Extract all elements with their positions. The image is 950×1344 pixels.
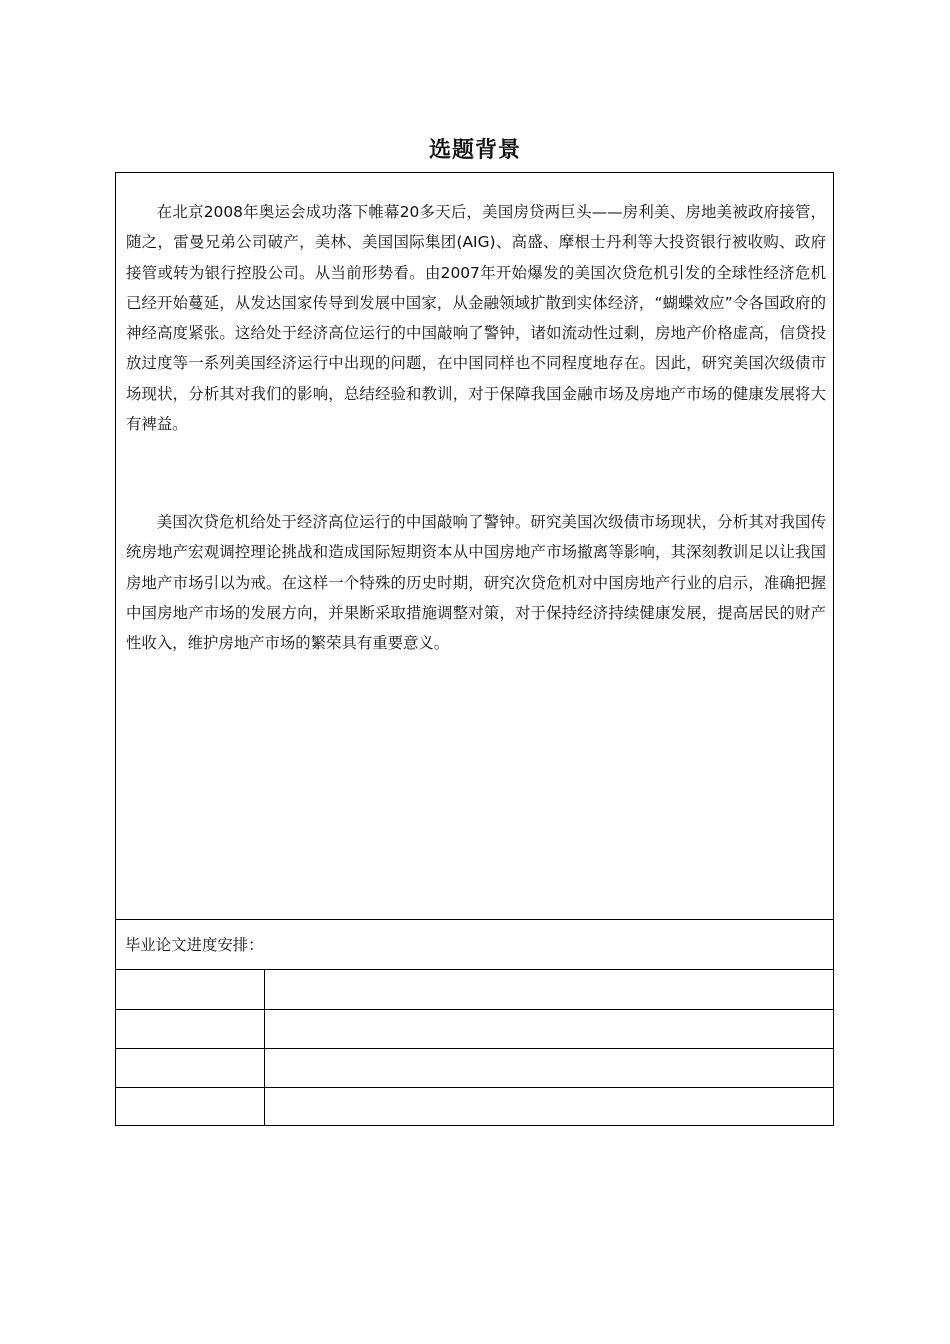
schedule-row xyxy=(116,1009,833,1048)
schedule-period-cell xyxy=(116,1087,264,1126)
schedule-period-cell xyxy=(116,1009,264,1048)
schedule-period-cell xyxy=(116,970,264,1009)
schedule-period-cell xyxy=(116,1048,264,1087)
schedule-row xyxy=(116,1048,833,1087)
schedule-table xyxy=(116,970,833,1126)
schedule-task-cell xyxy=(264,1048,833,1087)
schedule-task-cell xyxy=(264,1087,833,1126)
background-cell xyxy=(116,173,833,920)
background-paragraph: 美国次贷危机给处于经济高位运行的中国敲响了警钟。研究美国次级债市场现状，分析其对我国传统房地产宏观调控理论挑战和造成国际短期资本从中国房地产市场撤离等影响，其深刻教训足以让我国房地产市场引以为戒。在这样一个特殊的历史时期，研究次贷危机对中国房地产行业的启示，准确把握中国房地产市场的发展方向，并果断采取措施调整对策，对于保持经济持续健康发展，提高居民的财产性收入，维护房地产市场的繁荣具有重要意义。 xyxy=(126,513,826,653)
schedule-row xyxy=(116,1087,833,1126)
proposal-form-table xyxy=(115,172,834,1126)
schedule-task-cell xyxy=(264,970,833,1009)
page-title: 选题背景 xyxy=(428,138,521,163)
schedule-label: 毕业论文进度安排： xyxy=(125,936,264,954)
schedule-task-cell xyxy=(264,1009,833,1048)
background-paragraph: 在北京2008年奥运会成功落下帷幕20多天后，美国房贷两巨头——房利美、房地美被政府接管，随之，雷曼兄弟公司破产，美林、美国国际集团(AIG)、高盛、摩根士丹利等大投资银行被收购、政府接管或转为银行控股公司。从当前形势看。由2007年开始爆发的美国次贷危机引发的全球性经济危机已经开始蔓延，从发达国家传导到发展中国家，从金融领域扩散到实体经济，“蝴蝶效应”令各国政府的神经高度紧张。这给处于经济高位运行的中国敲响了警钟，诸如流动性过剩，房地产价格虚高，信贷投放过度等一系列美国经济运行中出现的问题，在中国同样也不同程度地存在。因此，研究美国次级债市场现状，分析其对我们的影响，总结经验和教训，对于保障我国金融市场及房地产市场的健康发展将大有裨益。 xyxy=(126,203,826,434)
schedule-header-cell xyxy=(116,920,833,970)
schedule-row xyxy=(116,970,833,1009)
